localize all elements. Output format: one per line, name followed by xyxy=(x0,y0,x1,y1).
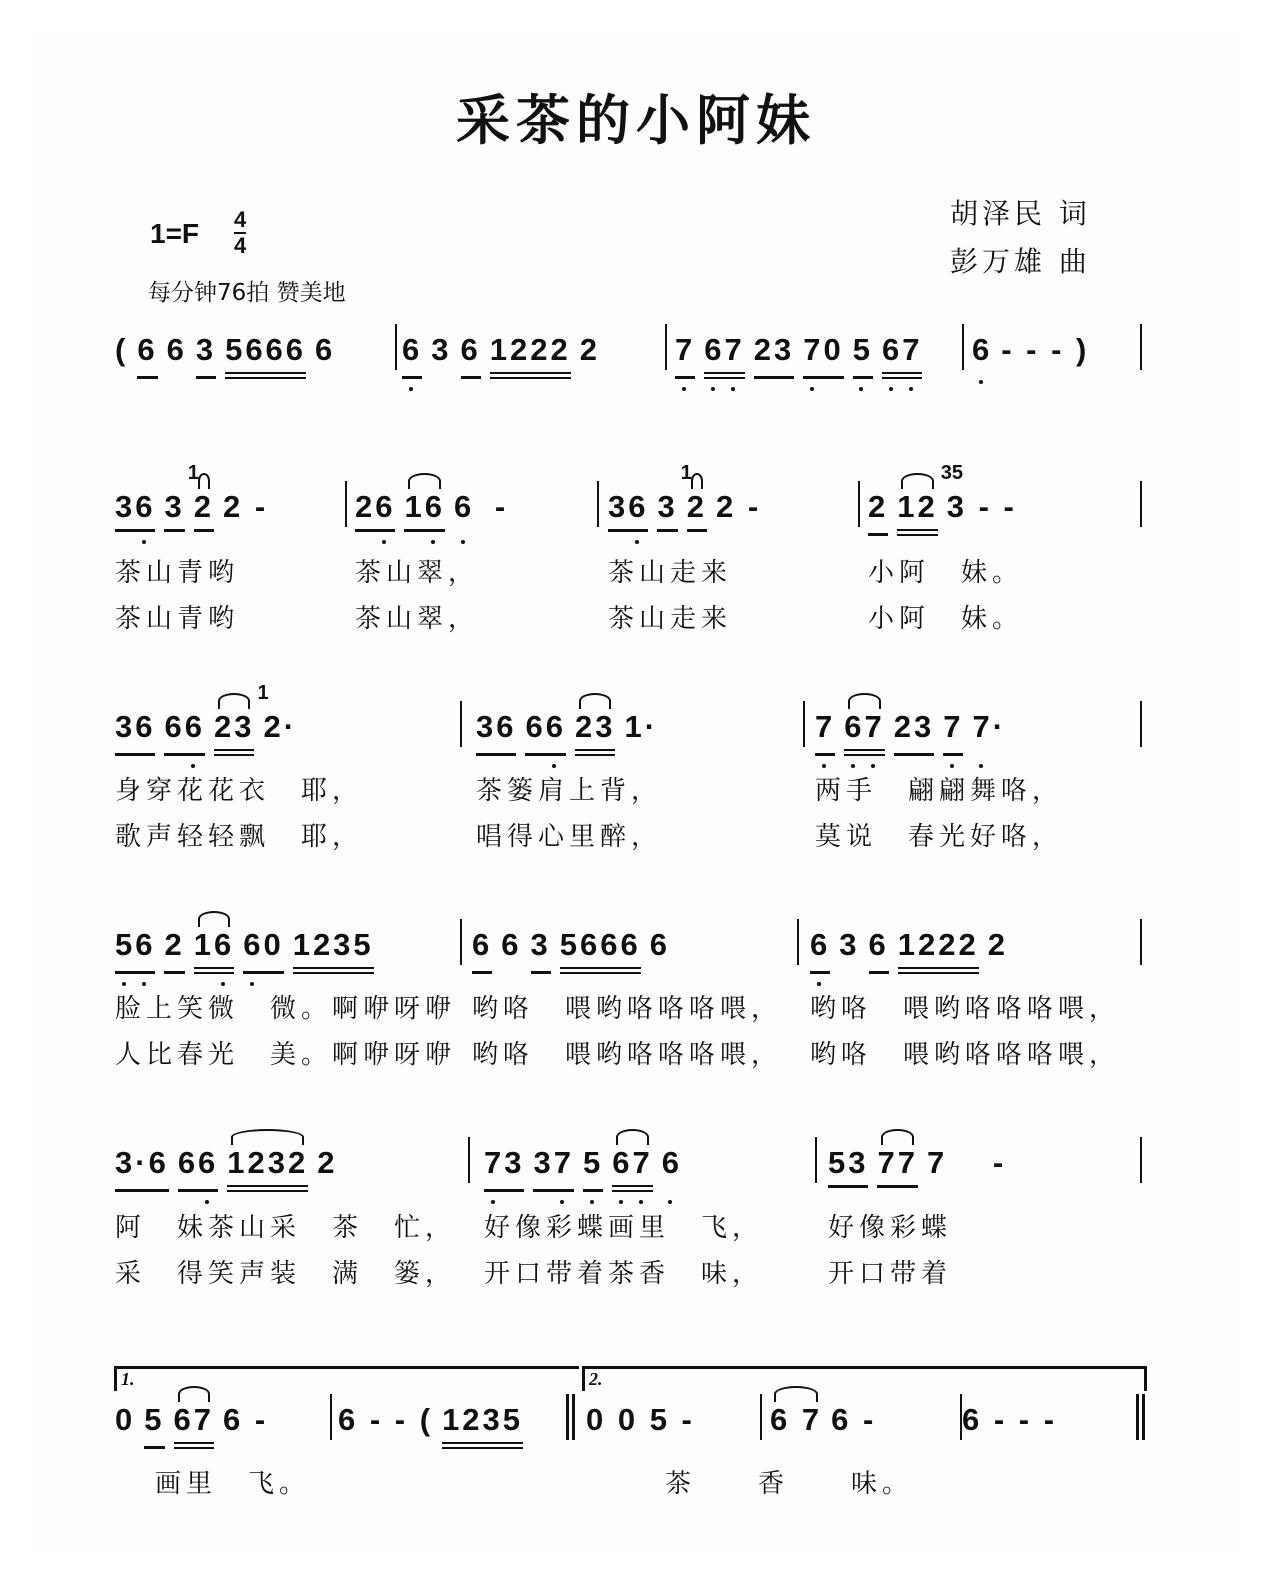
measure xyxy=(815,707,1006,756)
notes: 7· xyxy=(972,709,1007,744)
notes: 3 xyxy=(839,927,860,962)
low-octave-dot xyxy=(250,982,254,986)
measure xyxy=(608,462,762,532)
notes: 3 xyxy=(195,332,217,367)
lyric-verse-2: 茶山翠， xyxy=(355,604,480,634)
low-octave-dot xyxy=(619,1200,623,1204)
measure xyxy=(675,330,922,379)
note-group xyxy=(178,1143,218,1192)
notes: - xyxy=(483,489,509,524)
notes: 66 xyxy=(164,709,205,744)
note-group xyxy=(657,487,677,532)
note-group xyxy=(196,330,216,379)
note-group xyxy=(839,925,859,974)
barline xyxy=(797,919,799,965)
barline xyxy=(395,324,397,370)
slur-mark xyxy=(616,1129,648,1145)
note-group xyxy=(828,1143,868,1188)
notes: 23 xyxy=(213,709,255,744)
notes: 77 xyxy=(877,1145,918,1180)
notes: 36 xyxy=(608,489,649,524)
note-group xyxy=(115,1143,169,1192)
notes: 5666 xyxy=(225,332,307,367)
notes: 1222 xyxy=(897,927,979,962)
staff-row xyxy=(0,1400,1272,1450)
lyric-verse-1: 茶山青哟 xyxy=(115,558,240,588)
notes: ( xyxy=(115,332,129,367)
note-group xyxy=(612,1143,652,1192)
notes: 5 xyxy=(852,332,873,367)
note-group xyxy=(898,925,979,974)
notes: 6 - - - xyxy=(962,1402,1058,1437)
notes: 3 xyxy=(657,489,678,524)
lyric-verse-2: 莫说 春光好咯， xyxy=(815,822,1064,852)
note-group xyxy=(815,707,835,756)
notes: 23 xyxy=(753,332,795,367)
note-group xyxy=(317,1143,337,1192)
note-group xyxy=(484,1143,524,1192)
slur-mark xyxy=(691,473,703,489)
note-group xyxy=(882,330,922,379)
slur-mark xyxy=(198,911,230,927)
barline xyxy=(460,701,462,747)
note-group xyxy=(115,707,155,756)
notes: 3 - - xyxy=(946,489,1017,524)
notes: 6 xyxy=(166,332,187,367)
low-octave-dot xyxy=(682,387,686,391)
note-group xyxy=(243,925,283,974)
notes: 73 xyxy=(484,1145,525,1180)
low-octave-dot xyxy=(635,540,639,544)
notes: 3 xyxy=(431,332,452,367)
lyric-verse-2: 哟咯 喂哟咯咯咯喂， xyxy=(810,1040,1121,1070)
note-group xyxy=(525,707,565,756)
note-group xyxy=(624,707,658,756)
notes: 2· xyxy=(263,709,298,744)
lyric-verse-1: 哟咯 喂哟咯咯咯喂， xyxy=(472,994,783,1024)
notes: 70 xyxy=(803,332,844,367)
note-group xyxy=(770,1400,822,1442)
note-group xyxy=(223,1400,268,1449)
note-group xyxy=(586,1400,695,1442)
slur-mark xyxy=(579,693,611,709)
note-group xyxy=(897,487,937,536)
low-octave-dot xyxy=(639,1200,643,1204)
barline xyxy=(858,481,860,527)
barline xyxy=(760,1394,762,1440)
barline xyxy=(468,1137,470,1183)
note-group xyxy=(583,1143,603,1192)
lyric-verse-1: 茶篓肩上背， xyxy=(476,776,663,806)
low-octave-dot xyxy=(822,764,826,768)
note-group xyxy=(927,1143,1006,1188)
barline xyxy=(597,481,599,527)
note-group xyxy=(533,1143,573,1192)
note-group xyxy=(174,1400,214,1449)
double-barline xyxy=(566,1394,569,1440)
measure xyxy=(868,462,1017,536)
meter-top: 4 xyxy=(234,207,247,232)
measure xyxy=(115,1143,338,1192)
slur-mark xyxy=(881,1129,913,1145)
notes: 6 xyxy=(661,1145,682,1180)
lyric-verse-2: 人比春光 美。啊咿呀咿 xyxy=(115,1040,457,1070)
notes: 16 xyxy=(193,927,235,962)
measure xyxy=(115,682,298,756)
note-group xyxy=(972,330,992,372)
barline xyxy=(345,481,347,527)
notes: 2 xyxy=(317,1145,338,1180)
slur-mark xyxy=(774,1386,818,1402)
note-group xyxy=(167,330,187,379)
note-group xyxy=(972,707,1006,756)
note-group xyxy=(575,707,615,756)
notes: 1· xyxy=(624,709,659,744)
lyric-verse-2: 茶山走来 xyxy=(608,604,733,634)
barline xyxy=(1140,701,1142,747)
low-octave-dot xyxy=(711,387,715,391)
slur-mark xyxy=(218,693,250,709)
low-octave-dot xyxy=(950,764,954,768)
measure xyxy=(115,330,335,379)
low-octave-dot xyxy=(851,764,855,768)
note-group xyxy=(137,330,157,379)
note-group xyxy=(483,487,508,532)
notes: 56 xyxy=(115,927,156,962)
notes: 6 xyxy=(868,927,889,962)
note-group xyxy=(662,1143,682,1192)
measure xyxy=(115,462,269,532)
notes: 5 xyxy=(582,1145,604,1180)
volta-bracket-1: 1. xyxy=(114,1366,579,1391)
note-group xyxy=(402,330,422,379)
notes: 23 xyxy=(893,709,935,744)
barline xyxy=(960,1394,962,1440)
barline xyxy=(1140,1137,1142,1183)
notes: 6 xyxy=(649,927,670,962)
low-octave-dot xyxy=(491,1200,495,1204)
measure xyxy=(770,1400,876,1442)
note-group xyxy=(257,682,298,756)
barline xyxy=(962,324,964,370)
note-group xyxy=(716,487,761,532)
notes: 67 xyxy=(881,332,923,367)
notes: 7 - xyxy=(926,1145,1007,1180)
lyric-verse-1: 好像彩蝶 xyxy=(828,1213,953,1243)
note-group xyxy=(894,707,934,756)
lyric-verse-1: 茶 香 味。 xyxy=(665,1469,914,1499)
note-group xyxy=(115,1400,135,1449)
notes: 6 xyxy=(472,927,493,962)
double-barline xyxy=(1136,1394,1139,1440)
notes: - - - ) xyxy=(1001,332,1090,367)
notes: 5666 xyxy=(559,927,641,962)
measure xyxy=(115,1400,268,1449)
note-group xyxy=(608,487,648,532)
notes: 6 xyxy=(453,489,475,524)
note-group xyxy=(164,925,184,974)
measure xyxy=(402,330,600,379)
lyric-verse-1: 茶山翠， xyxy=(355,558,480,588)
note-group xyxy=(115,487,155,532)
notes: 6 - xyxy=(222,1402,269,1437)
lyric-verse-2: 小阿 妹。 xyxy=(868,604,1024,634)
note-group xyxy=(868,487,888,536)
note-group xyxy=(962,1400,1057,1442)
measure xyxy=(484,1143,682,1192)
notes: 36 xyxy=(476,709,517,744)
notes: 6 xyxy=(460,332,481,367)
note-group xyxy=(225,330,306,379)
notes: 6 7 xyxy=(770,1402,823,1437)
note-group xyxy=(164,487,184,532)
notes: 3 xyxy=(530,927,551,962)
notes: 36 xyxy=(115,709,156,744)
low-octave-dot xyxy=(817,982,821,986)
low-octave-dot xyxy=(889,387,893,391)
low-octave-dot xyxy=(590,1200,594,1204)
notes: 6 xyxy=(972,332,993,367)
note-group xyxy=(877,1143,917,1188)
measure xyxy=(828,1143,1006,1188)
low-octave-dot xyxy=(979,380,983,384)
staff-row xyxy=(0,925,1272,975)
measure xyxy=(476,707,658,756)
note-group xyxy=(680,462,707,532)
barline xyxy=(330,1394,332,1440)
note-group xyxy=(144,1400,164,1449)
note-group xyxy=(404,487,444,532)
notes: 2 xyxy=(868,489,889,524)
measure xyxy=(962,1400,1057,1442)
lyric-verse-1: 哟咯 喂哟咯咯咯喂， xyxy=(810,994,1121,1024)
low-octave-dot xyxy=(122,982,126,986)
note-group xyxy=(476,707,516,756)
notes: 67 xyxy=(844,709,885,744)
notes: 6 - xyxy=(831,1402,877,1437)
note-group xyxy=(704,330,744,379)
notes: 0 xyxy=(115,1402,136,1437)
notes: 60 xyxy=(243,927,284,962)
note-group xyxy=(844,707,884,756)
notes: 2 xyxy=(579,332,600,367)
grace-note: 1 xyxy=(187,462,199,484)
note-group xyxy=(472,925,492,974)
notes: 3·6 xyxy=(115,1145,169,1180)
time-signature xyxy=(234,208,246,258)
slur-mark xyxy=(198,473,210,489)
notes: 1235 xyxy=(442,1402,524,1437)
notes: 6 xyxy=(501,927,522,962)
lyric-verse-1: 身穿花花衣 耶， xyxy=(115,776,364,806)
note-group xyxy=(431,330,451,379)
staff-row xyxy=(0,330,1272,380)
note-group xyxy=(803,330,843,379)
barline xyxy=(665,324,667,370)
note-group xyxy=(988,925,1008,974)
lyric-verse-1: 画里 飞。 xyxy=(155,1469,311,1499)
note-group xyxy=(943,707,963,756)
notes: 26 xyxy=(355,489,396,524)
note-group xyxy=(810,925,830,974)
note-group xyxy=(194,925,234,974)
notes: 6 xyxy=(810,927,831,962)
note-group xyxy=(650,925,670,974)
barline xyxy=(460,919,462,965)
meter-bottom: 4 xyxy=(234,233,247,258)
low-octave-dot xyxy=(810,387,814,391)
lyric-verse-1: 茶山走来 xyxy=(608,558,733,588)
measure xyxy=(810,925,1008,974)
notes: 37 xyxy=(533,1145,574,1180)
lyric-verse-2: 采 得笑声装 满 篓， xyxy=(115,1259,457,1289)
measure xyxy=(972,330,1089,372)
notes: 16 xyxy=(404,489,445,524)
note-group xyxy=(580,330,600,379)
barline xyxy=(815,1137,817,1183)
measure xyxy=(338,1400,523,1449)
note-group xyxy=(442,1400,523,1449)
low-octave-dot xyxy=(461,540,465,544)
lyric-verse-2: 哟咯 喂哟咯咯咯喂， xyxy=(472,1040,783,1070)
notes: 1235 xyxy=(292,927,374,962)
notes: 36 xyxy=(115,489,156,524)
barline xyxy=(1140,481,1142,527)
note-group xyxy=(940,462,1017,536)
notes: 6 xyxy=(402,332,423,367)
low-octave-dot xyxy=(205,1200,209,1204)
low-octave-dot xyxy=(142,540,146,544)
song-title: 采茶的小阿妹 xyxy=(456,88,816,152)
note-group xyxy=(454,487,474,532)
barline xyxy=(803,701,805,747)
notes: 6 xyxy=(137,332,158,367)
measure xyxy=(586,1400,695,1442)
notes: 5 xyxy=(144,1402,165,1437)
lyric-verse-1: 阿 妹茶山采 茶 忙， xyxy=(115,1213,457,1243)
lyric-verse-1: 两手 翩翩舞咯， xyxy=(815,776,1064,806)
note-group xyxy=(531,925,551,974)
notes: 1222 xyxy=(489,332,571,367)
grace-note: 1 xyxy=(680,462,692,484)
notes: 2 xyxy=(164,927,185,962)
notes: 53 xyxy=(828,1145,869,1180)
slur-mark xyxy=(901,473,933,489)
lyric-verse-2: 茶山青哟 xyxy=(115,604,240,634)
note-group xyxy=(187,462,214,532)
note-group xyxy=(461,330,481,379)
note-group xyxy=(560,925,641,974)
lyric-verse-2: 开口带着茶香 味， xyxy=(484,1259,764,1289)
note-group xyxy=(115,330,128,379)
notes: 7 xyxy=(943,709,964,744)
barline xyxy=(1140,919,1142,965)
low-octave-dot xyxy=(221,982,225,986)
note-group xyxy=(869,925,889,974)
slur-mark xyxy=(848,693,880,709)
slur-mark xyxy=(408,473,440,489)
barline xyxy=(1140,324,1142,370)
lyricist-credit: 胡泽民 词 xyxy=(950,197,1091,230)
low-octave-dot xyxy=(142,982,146,986)
lyric-verse-1: 好像彩蝶画里 飞， xyxy=(484,1213,764,1243)
notes: 66 xyxy=(177,1145,219,1180)
lyric-verse-2: 唱得心里醉， xyxy=(476,822,663,852)
notes: 2 xyxy=(987,927,1008,962)
notes: 6 - - ( xyxy=(338,1402,434,1437)
notes: 66 xyxy=(525,709,566,744)
low-octave-dot xyxy=(382,540,386,544)
slur-mark xyxy=(231,1129,304,1145)
note-group xyxy=(227,1143,308,1192)
lyric-verse-2: 开口带着 xyxy=(828,1259,953,1289)
low-octave-dot xyxy=(909,387,913,391)
notes: 2 - xyxy=(715,489,762,524)
notes: 7 xyxy=(675,332,696,367)
note-group xyxy=(1001,330,1089,372)
note-group xyxy=(115,925,155,974)
note-group xyxy=(293,925,374,974)
note-group xyxy=(754,330,794,379)
note-group xyxy=(675,330,695,379)
note-group xyxy=(315,330,335,379)
notes: 67 xyxy=(704,332,745,367)
notes: 6 xyxy=(315,332,336,367)
note-group xyxy=(831,1400,876,1442)
note-group xyxy=(490,330,571,379)
grace-note: 1 xyxy=(257,682,269,704)
measure xyxy=(115,925,374,974)
staff-row xyxy=(0,462,1272,537)
staff-row xyxy=(0,1143,1272,1193)
low-octave-dot xyxy=(409,387,413,391)
lyric-verse-2: 歌声轻轻飘 耶， xyxy=(115,822,364,852)
notes: 1232 xyxy=(227,1145,309,1180)
note-group xyxy=(223,487,268,532)
notes: 2 xyxy=(193,489,214,524)
tempo-marking: 每分钟76拍 赞美地 xyxy=(148,280,346,306)
notes: 3 xyxy=(164,489,185,524)
measure xyxy=(472,925,670,974)
notes: 23 xyxy=(574,709,616,744)
measure xyxy=(355,487,508,532)
note-group xyxy=(355,487,395,532)
note-group xyxy=(214,707,254,756)
volta-bracket-2: 2. xyxy=(582,1366,1147,1391)
grace-note: 35 xyxy=(940,462,963,484)
notes: 67 xyxy=(173,1402,214,1437)
lyric-verse-1: 脸上笑微 微。啊咿呀咿 xyxy=(115,994,457,1024)
composer-credit: 彭万雄 曲 xyxy=(950,245,1091,278)
note-group xyxy=(501,925,521,974)
key-signature: 1=F xyxy=(150,218,200,249)
notes: 2 xyxy=(686,489,707,524)
note-group xyxy=(853,330,873,379)
notes: 12 xyxy=(897,489,938,524)
notes: 7 xyxy=(815,709,836,744)
lyric-verse-1: 小阿 妹。 xyxy=(868,558,1024,588)
notes: 2 - xyxy=(222,489,269,524)
note-group xyxy=(338,1400,433,1449)
notes: 0 0 5 - xyxy=(586,1402,695,1437)
slur-mark xyxy=(178,1386,210,1402)
staff-row xyxy=(0,682,1272,757)
notes: 67 xyxy=(612,1145,653,1180)
note-group xyxy=(164,707,204,756)
